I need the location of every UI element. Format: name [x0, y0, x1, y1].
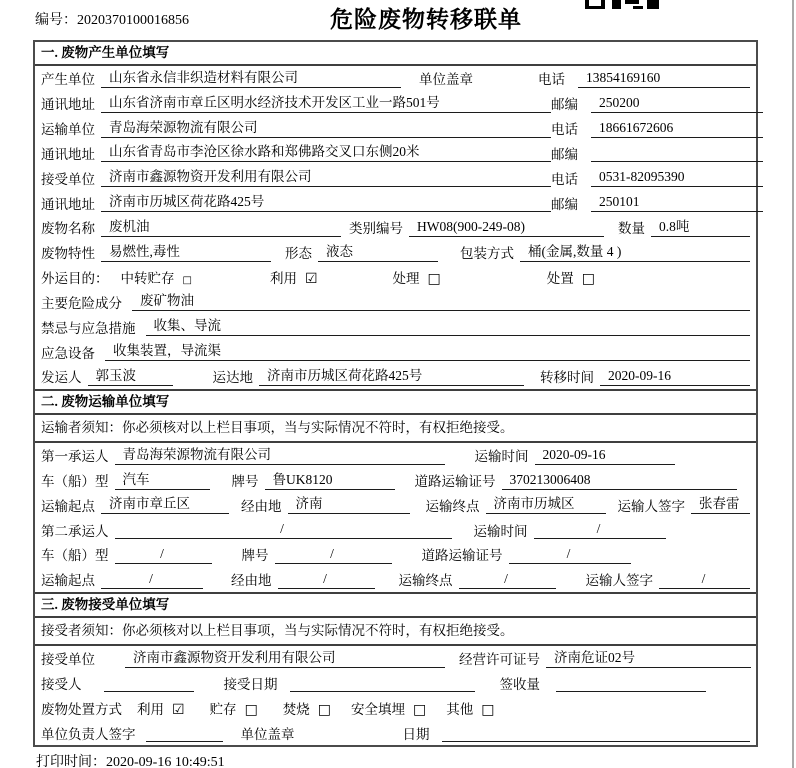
checkbox-icon: □ — [317, 701, 332, 718]
checkbox-icon: □ — [581, 271, 595, 288]
right-column — [551, 193, 763, 213]
row-hazard-component — [35, 289, 756, 314]
field-value: 250101 — [591, 193, 763, 212]
field-label: 形态 — [285, 246, 312, 262]
field-value — [442, 723, 751, 742]
field-label: 道路运输证号 — [414, 474, 496, 489]
field-value: 青岛海荣源物流有限公司 — [101, 119, 551, 138]
field-label: 经营许可证号 — [459, 652, 540, 668]
field-label: 运输起点 — [41, 498, 95, 514]
field-label: 通讯地址 — [41, 97, 95, 113]
field-value: / — [115, 520, 452, 539]
checkbox-label: 安全填埋 — [351, 701, 406, 717]
manifest-table — [33, 40, 758, 747]
field-label: 经由地 — [231, 573, 272, 589]
row-carrier2 — [35, 517, 756, 542]
row-disposal-method — [35, 695, 756, 720]
field-label: 邮编 — [551, 146, 578, 162]
page-title: 危险废物转移联单 — [330, 7, 522, 32]
field-value: 青岛海荣源物流有限公司 — [115, 446, 445, 465]
row-receiver-address — [35, 190, 756, 215]
field-value: 0.8吨 — [651, 218, 750, 237]
field-value: 张春雷 — [691, 495, 750, 514]
field-value: 370213006408 — [502, 471, 737, 490]
field-value: 250200 — [591, 94, 763, 113]
checkbox-option — [393, 267, 441, 287]
field-label: 第二承运人 — [41, 523, 109, 539]
row-shipper — [35, 364, 756, 389]
row-carrier1 — [35, 443, 756, 468]
field-label: 运输终点 — [425, 498, 480, 514]
section2-notice: 运输者须知：你必须核对以上栏目事项，当与实际情况不符时，有权拒绝接受。 — [35, 415, 756, 443]
checkbox-label: 利用 — [269, 271, 297, 287]
field-value — [591, 143, 763, 162]
print-time — [36, 751, 225, 768]
field-value: 收集装置，导流渠 — [105, 342, 750, 361]
checkbox-option — [547, 267, 595, 287]
row-transporter — [35, 116, 756, 141]
field-value: 济南市历城区荷花路425号 — [259, 367, 524, 386]
field-label: 运达地 — [212, 370, 253, 386]
checkbox-label: 贮存 — [209, 701, 237, 717]
print-time-value: 2020-09-16 10:49:51 — [106, 755, 225, 768]
field-label: 产生单位 — [41, 72, 95, 88]
row-acceptor — [35, 671, 756, 696]
field-label: 运输人签字 — [585, 573, 653, 589]
field-label: 运输人签字 — [617, 498, 685, 514]
field-value: 济南市历城区荷花路425号 — [101, 193, 551, 212]
field-label: 接受单位 — [41, 652, 95, 668]
field-value: 山东省济南市章丘区明水经济技术开发区工业一路501号 — [101, 94, 551, 113]
field-value — [104, 673, 194, 692]
checkbox-icon: □ — [182, 275, 192, 287]
section1-heading: 一. 废物产生单位填写 — [35, 42, 756, 66]
field-label: 电话 — [551, 171, 578, 187]
field-value: / — [278, 570, 375, 589]
row-transporter-address — [35, 140, 756, 165]
field-label: 接受单位 — [41, 171, 95, 187]
field-label: 废物特性 — [41, 246, 95, 262]
field-label: 运输时间 — [474, 449, 529, 465]
right-column — [551, 168, 763, 188]
row-waste-name — [35, 215, 756, 240]
field-label: 邮编 — [551, 97, 578, 113]
field-label: 发运人 — [41, 370, 82, 386]
field-value: 废机油 — [101, 218, 341, 237]
row-receiver — [35, 165, 756, 190]
row-route2 — [35, 567, 756, 592]
field-label: 运输终点 — [398, 573, 453, 589]
checkbox-label: 处置 — [546, 271, 574, 287]
field-value: 鲁UK8120 — [265, 471, 395, 490]
field-value: / — [509, 545, 631, 564]
field-label: 接受日期 — [223, 676, 278, 692]
print-time-label: 打印时间： — [36, 755, 106, 768]
field-label: 车（船）型 — [41, 474, 109, 489]
field-value: 济南 — [288, 495, 410, 514]
checkbox-option — [270, 267, 318, 287]
field-label: 废物名称 — [41, 221, 95, 237]
seal-label: 单位盖章 — [419, 72, 473, 88]
checkbox-label: 中转贮存 — [120, 271, 175, 287]
checkbox-label: 其他 — [446, 701, 474, 717]
field-value: / — [659, 570, 750, 589]
checkbox-icon: □ — [244, 701, 258, 718]
row-vehicle1 — [35, 468, 756, 493]
field-label: 运输起点 — [41, 573, 95, 589]
field-value: 2020-09-16 — [600, 367, 750, 386]
field-value: / — [459, 570, 556, 589]
checkbox-icon: □ — [427, 271, 441, 288]
qr-code-fragment — [585, 0, 663, 9]
checkbox-option — [446, 698, 494, 718]
section2-heading: 二. 废物运输单位填写 — [35, 389, 756, 415]
field-value — [556, 673, 706, 692]
row-accept-unit — [35, 646, 756, 671]
field-label: 运输单位 — [41, 122, 95, 138]
field-label: 数量 — [618, 221, 645, 237]
field-label: 道路运输证号 — [421, 548, 503, 564]
checkbox-label: 处理 — [392, 271, 420, 287]
field-label: 经由地 — [241, 498, 282, 514]
field-label: 包装方式 — [460, 246, 514, 262]
checkbox-option — [351, 698, 426, 718]
checkbox-option — [121, 267, 192, 287]
field-label: 废物处置方式 — [41, 701, 122, 717]
row-taboo-measures — [35, 314, 756, 339]
right-column — [551, 118, 763, 138]
field-value: / — [534, 520, 666, 539]
field-label: 通讯地址 — [41, 146, 95, 162]
right-column — [551, 143, 763, 163]
field-label: 日期 — [402, 726, 430, 742]
row-transfer-purpose — [35, 265, 756, 290]
field-label: 接受人 — [41, 676, 82, 692]
field-value: 汽车 — [115, 471, 210, 490]
field-value: 桶(金属,数量 4 ) — [520, 243, 750, 262]
field-value: HW08(900-249-08) — [409, 218, 604, 237]
field-value: 济南危证02号 — [546, 649, 751, 668]
row-vehicle2 — [35, 542, 756, 567]
field-value: 0531-82095390 — [591, 168, 763, 187]
field-value — [290, 673, 475, 692]
checkbox-option — [137, 698, 185, 718]
checkbox-icon: □ — [413, 701, 427, 718]
field-value: 2020-09-16 — [535, 446, 675, 465]
field-value: 郭玉波 — [88, 367, 173, 386]
field-value: / — [101, 570, 203, 589]
field-label: 牌号 — [231, 474, 259, 489]
field-label: 转移时间 — [540, 370, 594, 386]
field-label: 第一承运人 — [41, 449, 109, 465]
right-column — [538, 68, 750, 88]
row-producer — [35, 66, 756, 91]
field-label: 签收量 — [499, 676, 540, 692]
field-value: 18661672606 — [591, 119, 763, 138]
field-label: 牌号 — [241, 548, 269, 564]
field-value: / — [275, 545, 392, 564]
field-value: 13854169160 — [578, 69, 750, 88]
checkbox-label: 利用 — [137, 701, 164, 717]
field-label: 禁忌与应急措施 — [41, 320, 136, 336]
field-label: 运输时间 — [473, 523, 528, 539]
field-label: 应急设备 — [41, 345, 95, 361]
field-label: 单位负责人签字 — [41, 726, 136, 742]
doc-number — [35, 9, 189, 29]
field-value: 废矿物油 — [132, 292, 750, 311]
field-label: 外运目的： — [41, 271, 109, 287]
field-label: 主要危险成分 — [41, 295, 122, 311]
page-edge-divider — [792, 0, 794, 768]
section3-notice: 接受者须知：你必须核对以上栏目事项，当与实际情况不符时，有权拒绝接受。 — [35, 618, 756, 646]
field-label: 邮编 — [551, 196, 578, 212]
field-value: 济南市历城区 — [486, 495, 606, 514]
field-label: 电话 — [551, 122, 578, 138]
doc-number-value: 2020370100016856 — [77, 13, 189, 28]
field-value: 易燃性,毒性 — [101, 243, 271, 262]
field-label: 通讯地址 — [41, 196, 95, 212]
doc-number-label: 编号： — [35, 13, 77, 28]
field-value: 液态 — [318, 243, 438, 262]
field-value: 济南市鑫源物资开发利用有限公司 — [125, 649, 445, 668]
field-value: 收集、导流 — [146, 317, 751, 336]
checkbox-label: 焚烧 — [282, 701, 310, 717]
checkbox-option — [210, 698, 258, 718]
checkbox-icon: □ — [481, 701, 495, 718]
checkbox-option — [283, 698, 331, 718]
field-value — [146, 723, 223, 742]
row-producer-address — [35, 91, 756, 116]
field-label: 车（船）型 — [41, 548, 109, 564]
row-waste-traits — [35, 240, 756, 265]
field-value: 济南市鑫源物资开发利用有限公司 — [101, 168, 551, 187]
checkbox-checked-icon: ☑ — [172, 701, 185, 718]
field-value: / — [115, 545, 212, 564]
row-responsible-signature — [35, 720, 756, 745]
field-value: 山东省青岛市李沧区徐水路和郑佛路交叉口东侧20米 — [101, 143, 551, 162]
field-value: 济南市章丘区 — [101, 495, 229, 514]
field-value: 山东省永信非织造材料有限公司 — [101, 69, 401, 88]
field-label: 类别编号 — [349, 221, 403, 237]
seal-label: 单位盖章 — [240, 726, 295, 742]
section3-heading: 三. 废物接受单位填写 — [35, 592, 756, 618]
row-emergency-equipment — [35, 339, 756, 364]
row-route1 — [35, 492, 756, 517]
checkbox-checked-icon: ☑ — [304, 271, 318, 288]
field-label: 电话 — [538, 72, 565, 88]
right-column — [551, 93, 763, 113]
